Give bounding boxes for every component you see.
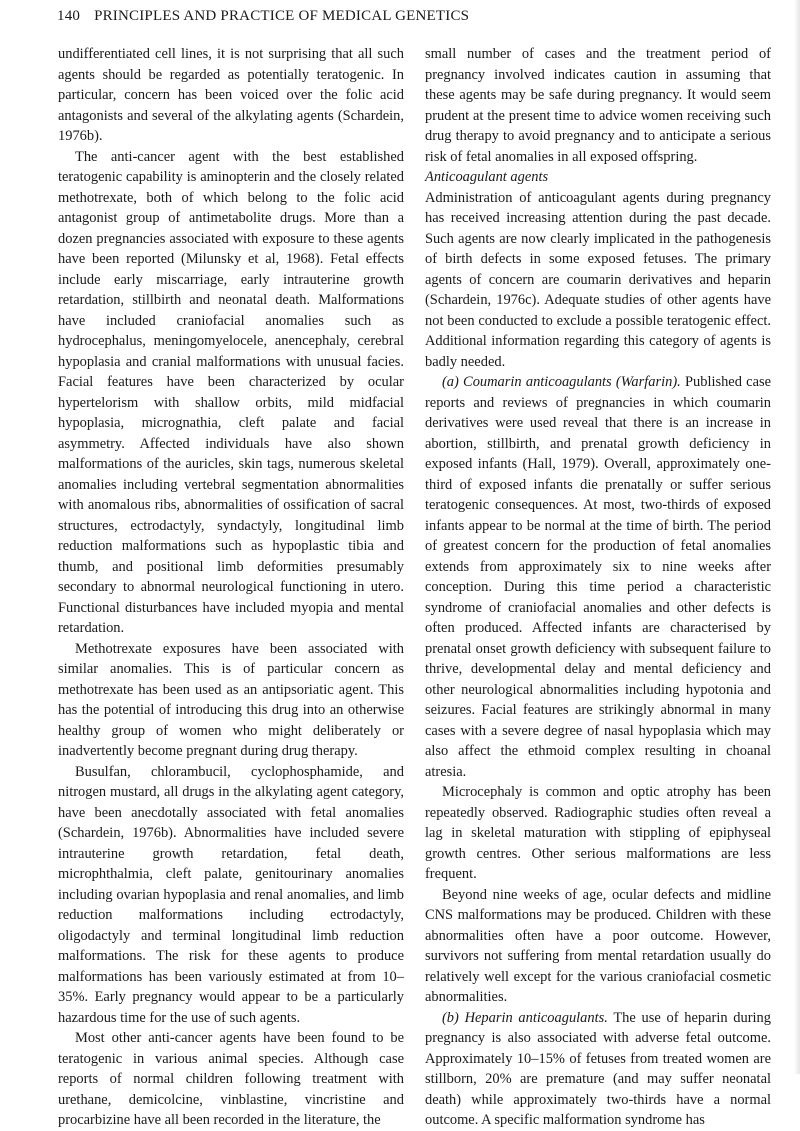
subsection-label-coumarin: (a) Coumarin anticoagulants (Warfarin). <box>442 374 681 390</box>
paragraph-heparin: (b) Heparin anticoagulants. The use of heparin during pregnancy is also associated with adverse fetal outcome. Approximately 10–15% of fetuses from treated women are stillborn, 20% are premature (and may suffer neonatal death) while approximately two-thirds have a normal outcome. A specific malformation syndrome has <box>425 1009 771 1128</box>
subsection-label-heparin: (b) Heparin anticoagulants. <box>442 1009 608 1026</box>
paragraph-beyond-nine-weeks: Beyond nine weeks of age, ocular defects and midline CNS malformations may be produced. Children with these abnormalities often have a poor outcome. However, survivors not suffering from mental retardation usually do relatively well except for the various craniofacial cosmetic abnormalities. <box>425 886 771 1005</box>
page-edge-shadow <box>794 0 800 1074</box>
running-header <box>57 8 469 25</box>
right-column <box>425 44 771 1131</box>
paragraph-continuation: small number of cases and the treatment period of pregnancy involved indicates caution in assuming that these agents may be safe during pregnancy. It would seem prudent at the present time to advice women receiving such drug therapy to avoid pregnancy and to anticipate a serious risk of fetal anomalies in all exposed offspring. <box>425 46 771 165</box>
paragraph-aminopterin: The anti-cancer agent with the best established teratogenic capability is aminopterin and the closely related methotrexate, both of which belong to the folic acid antagonist group of antimetabolite drugs. More than a dozen pregnancies associated with exposure to these agents have been reported (Milunsky et al, 1968). Fetal effects include early miscarriage, early intrauterine growth retardation, stillbirth and neonatal death. Malformations have included craniofacial anomalies such as hydrocephalus, meningomyelocele, anencephaly, cerebral hypoplasia and cranial malformations with unusual facies. Facial features have been characterized by ocular hypertelorism with shallow orbits, mild midfacial hypoplasia, micrognathia, cleft palate and facial asymmetry. Affected individuals have also shown malformations of the auricles, skin tags, numerous skeletal anomalies including vertebral segmentation abnormalities with anomalous ribs, abnormalities of ossification of sacral structures, ectrodactyly, syndactyly, longitudinal limb reduction malformations such as hypoplastic tibia and thumb, and positional limb deformities presumably secondary to abnormal neurological functioning in utero. Functional disturbances have included myopia and mental retardation. <box>58 148 404 636</box>
paragraph-continuation: undifferentiated cell lines, it is not surprising that all such agents should be regarded as potentially teratogenic. In particular, concern has been voiced over the folic acid antagonists and several of the alkylating agents (Schardein, 1976b). <box>58 46 404 144</box>
paragraph-alkylating-agents: Busulfan, chlorambucil, cyclophosphamide, and nitrogen mustard, all drugs in the alkylating agent category, have been anecdotally associated with fetal anomalies (Schardein, 1976b). Abnormalities have included severe intrauterine growth retardation, fetal death, microphthalmia, cleft palate, genitourinary anomalies including ovarian hypoplasia and renal anomalies, and limb reduction malformations including ectrodactyly, oligodactyly and terminal longitudinal limb reduction malformations. The risk for these agents to produce malformations has been variously estimated at from 10–35%. Early pregnancy would appear to be a particularly hazardous time for the use of such agents. <box>58 763 404 1026</box>
running-title: PRINCIPLES AND PRACTICE OF MEDICAL GENETICS <box>94 8 470 24</box>
paragraph-anticoagulant-intro: Administration of anticoagulant agents during pregnancy has received increasing attention during the past decade. Such agents are now clearly implicated in the pathogenesis of birth defects in some exposed fetuses. The primary agents of concern are coumarin derivatives and heparin (Schardein, 1976c). Adequate studies of other agents have not been conducted to exclude a possible teratogenic effect. Additional information regarding this category of agents is badly needed. <box>425 189 771 370</box>
left-column <box>58 44 404 1131</box>
paragraph-methotrexate: Methotrexate exposures have been associated with similar anomalies. This is of particular concern as methotrexate has been used as an antipsoriatic agent. This has the potential of introducing this drug into an otherwise healthy group of women who might deliberately or inadvertently become pregnant during drug therapy. <box>58 640 404 759</box>
paragraph-other-anticancer-agents: Most other anti-cancer agents have been found to be teratogenic in various animal species. Although case reports of normal children following treatment with urethane, demicolcine, vinblastine, vincristine and procarbizine have all been recorded in the literature, the <box>58 1030 404 1128</box>
section-heading: Anticoagulant agents <box>425 169 549 185</box>
paragraph-microcephaly: Microcephaly is common and optic atrophy has been repeatedly observed. Radiographic studies often reveal a lag in skeletal maturation with stippling of epiphyseal growth centres. Other serious malformations are less frequent. <box>425 784 771 882</box>
page-number: 140 <box>57 8 81 24</box>
paragraph-coumarin: (a) Coumarin anticoagulants (Warfarin). Published case reports and reviews of pregnancies in which coumarin derivatives were used reveal that there is an increase in abortion, stillbirth, and prenatal growth deficiency in exposed infants (Hall, 1979). Overall, approximately one-third of exposed infants die prenatally or suffer serious teratogenic consequences. At most, two-thirds of exposed infants appear to be normal at the time of birth. The period of greatest concern for the production of fetal anomalies extends from approximately six to nine weeks after conception. During this time period a characteristic syndrome of craniofacial anomalies and other defects is often produced. Affected infants are characterised by prenatal onset growth deficiency with subsequent failure to thrive, developmental delay and mental deficiency and other neurological abnormalities including hypotonia and seizures. Facial features are strikingly abnormal in many cases with a severe degree of nasal hypoplasia which may also affect the ethmoid complex resulting in choanal atresia. <box>425 374 772 780</box>
